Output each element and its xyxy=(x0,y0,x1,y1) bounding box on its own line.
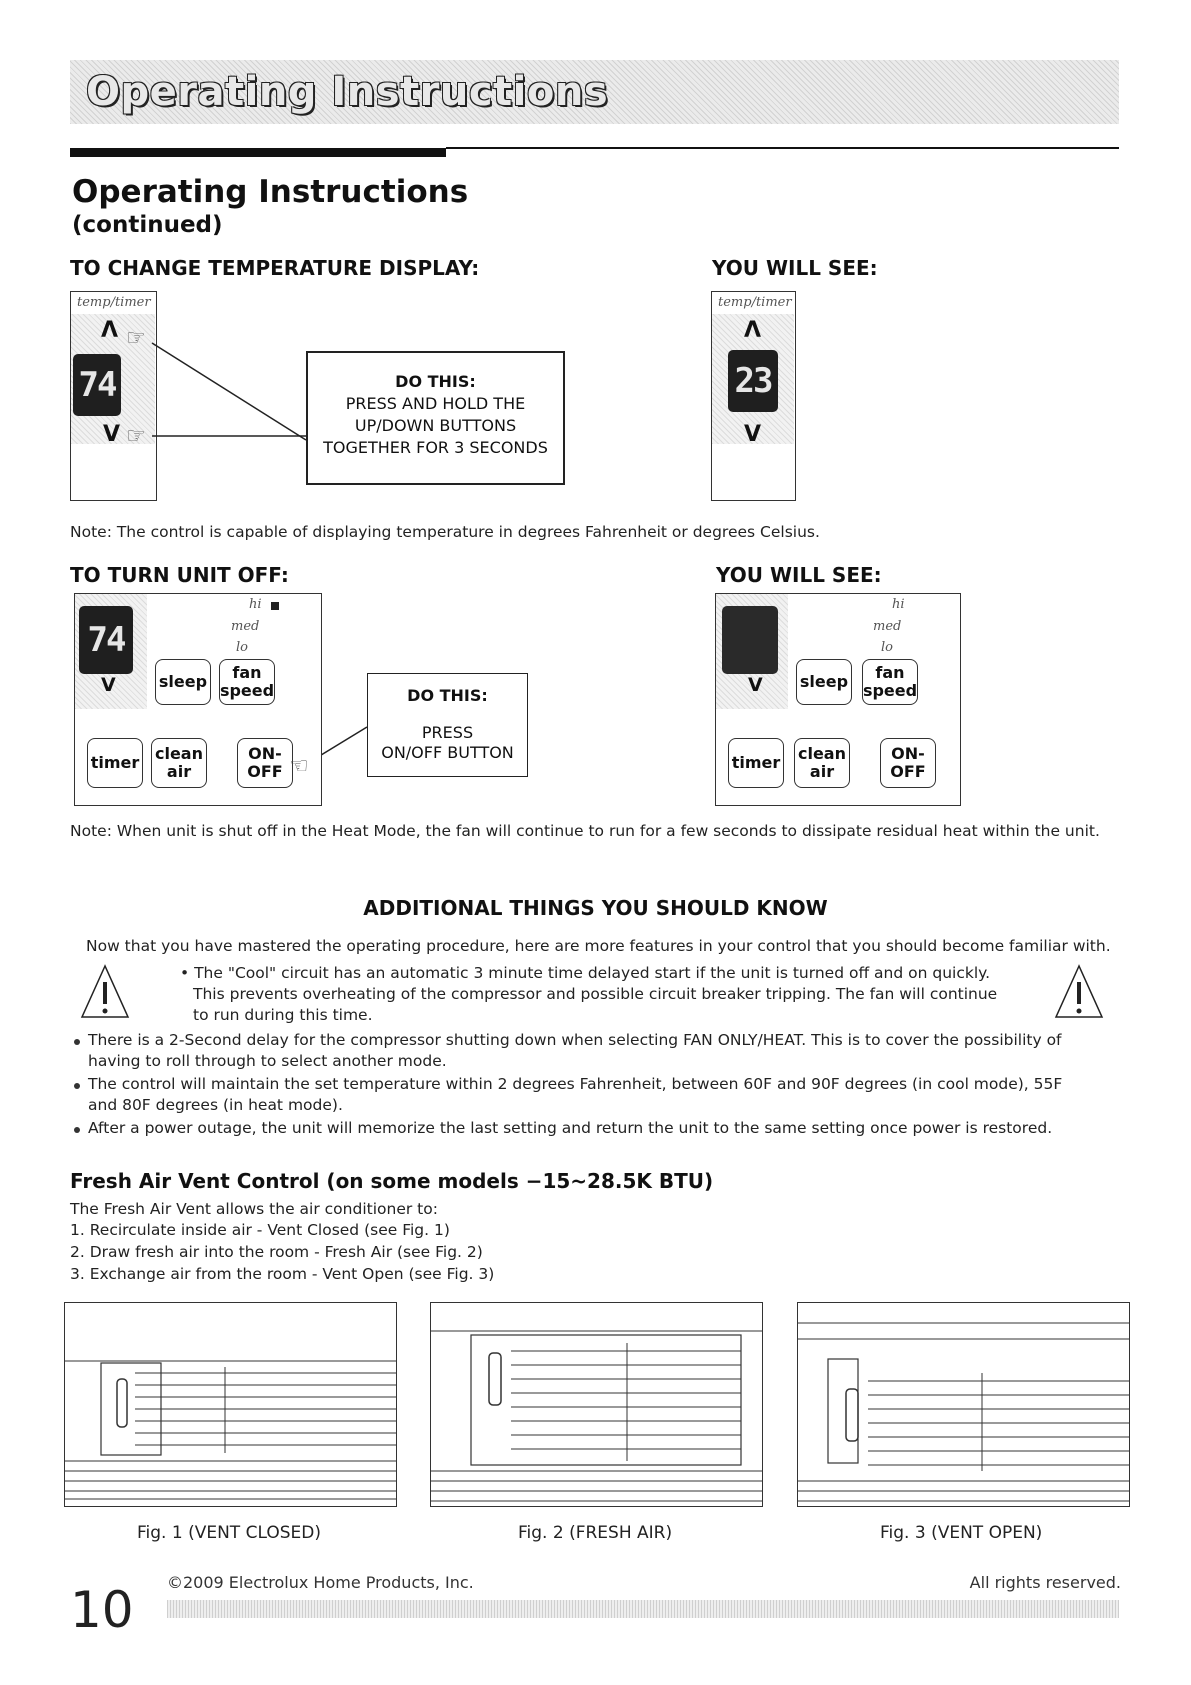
additional-intro: Now that you have mastered the operating procedure, here are more features in your control that you should become familiar with. xyxy=(86,937,1111,955)
fresh-air-illustration xyxy=(431,1303,763,1507)
speed-lo-label: lo xyxy=(236,640,248,655)
clean-air-button[interactable]: clean air xyxy=(151,738,207,788)
warning-line: This prevents overheating of the compressor and possible circuit breaker tripping. The fan will continue xyxy=(193,985,998,1003)
rights-text: All rights reserved. xyxy=(969,1573,1121,1592)
off-panel-after xyxy=(715,593,961,806)
page-number: 10 xyxy=(70,1581,134,1639)
copyright-text: ©2009 Electrolux Home Products, Inc. xyxy=(167,1573,474,1592)
up-button[interactable]: Λ xyxy=(744,318,762,343)
vent-open-illustration xyxy=(798,1303,1130,1507)
list-item: 3. Exchange air from the room - Vent Open (see Fig. 3) xyxy=(70,1265,495,1283)
figure-caption: Fig. 1 (VENT CLOSED) xyxy=(137,1523,321,1543)
figure-caption: Fig. 3 (VENT OPEN) xyxy=(880,1523,1043,1543)
list-item: 1. Recirculate inside air - Vent Closed (see Fig. 1) xyxy=(70,1221,450,1239)
temp-note: Note: The control is capable of displaying temperature in degrees Fahrenheit or degrees Celsius. xyxy=(70,523,820,541)
figure-fresh-air xyxy=(430,1302,763,1507)
bullet-icon xyxy=(74,1083,80,1089)
temp-see-heading: YOU WILL SEE: xyxy=(712,256,878,280)
warning-icon xyxy=(82,966,128,1017)
bullet-icon xyxy=(74,1039,80,1045)
down-button[interactable]: V xyxy=(744,422,762,447)
off-heading: TO TURN UNIT OFF: xyxy=(70,563,289,587)
warning-icon xyxy=(1056,966,1102,1017)
temp-display: 74 xyxy=(73,354,121,416)
callout-line: UP/DOWN BUTTONS xyxy=(354,416,517,435)
callout-line: TOGETHER FOR 3 SECONDS xyxy=(323,438,548,457)
fan-speed-button[interactable]: fan speed xyxy=(219,659,275,705)
speed-lo-label: lo xyxy=(881,640,893,655)
bullet-icon xyxy=(74,1127,80,1133)
temp-panel-after xyxy=(711,291,796,501)
temp-timer-label: temp/timer xyxy=(718,295,792,310)
bullet-line: After a power outage, the unit will memorize the last setting and return the unit to the same setting once power is restored. xyxy=(88,1119,1053,1137)
temp-heading: TO CHANGE TEMPERATURE DISPLAY: xyxy=(70,256,480,280)
fan-speed-button[interactable]: fan speed xyxy=(862,659,918,705)
pointing-hand-icon: ☞ xyxy=(126,326,146,351)
warning-line: to run during this time. xyxy=(193,1006,373,1024)
timer-button[interactable]: timer xyxy=(87,738,143,788)
bullet-line: having to roll through to select another mode. xyxy=(88,1052,447,1070)
bullet-line: and 80F degrees (in heat mode). xyxy=(88,1096,343,1114)
additional-heading: ADDITIONAL THINGS YOU SHOULD KNOW xyxy=(363,896,828,920)
temp-display: 74 xyxy=(79,606,133,674)
callout-line: PRESS xyxy=(421,723,474,742)
off-see-heading: YOU WILL SEE: xyxy=(716,563,882,587)
callout-line: ON/OFF BUTTON xyxy=(381,743,514,762)
speed-med-label: med xyxy=(231,619,260,634)
fresh-air-heading: Fresh Air Vent Control (on some models −15~28.5K BTU) xyxy=(70,1169,714,1193)
sleep-button[interactable]: sleep xyxy=(796,659,852,705)
figure-vent-closed xyxy=(64,1302,397,1507)
vent-closed-illustration xyxy=(65,1303,397,1507)
page-title: Operating Instructions xyxy=(72,174,469,210)
page-subtitle: (continued) xyxy=(72,212,223,238)
up-button[interactable]: Λ xyxy=(101,318,119,343)
fresh-air-intro: The Fresh Air Vent allows the air conditioner to: xyxy=(70,1200,438,1218)
warning-line: • The "Cool" circuit has an automatic 3 minute time delayed start if the unit is turned off and on quickly. xyxy=(180,964,991,982)
temp-display: 23 xyxy=(728,350,778,412)
off-callout xyxy=(367,673,528,777)
figure-caption: Fig. 2 (FRESH AIR) xyxy=(518,1523,673,1543)
callout-title: DO THIS: xyxy=(395,372,476,391)
speed-med-label: med xyxy=(873,619,902,634)
on-off-button[interactable]: ON- OFF xyxy=(880,738,936,788)
down-button[interactable]: V xyxy=(748,674,763,696)
callout-line: PRESS AND HOLD THE xyxy=(345,394,526,413)
temp-timer-label: temp/timer xyxy=(77,295,151,310)
sleep-button[interactable]: sleep xyxy=(155,659,211,705)
footer-bar xyxy=(167,1600,1119,1618)
clean-air-button[interactable]: clean air xyxy=(794,738,850,788)
list-item: 2. Draw fresh air into the room - Fresh Air (see Fig. 2) xyxy=(70,1243,483,1261)
temp-callout xyxy=(306,351,565,485)
off-note: Note: When unit is shut off in the Heat Mode, the fan will continue to run for a few seconds to dissipate residual heat within the unit. xyxy=(70,822,1100,840)
down-button[interactable]: V xyxy=(101,674,116,696)
off-panel-before xyxy=(74,593,322,806)
bullet-line: There is a 2-Second delay for the compressor shutting down when selecting FAN ONLY/HEAT. This is to cover the possibility of xyxy=(88,1031,1062,1049)
down-button[interactable]: V xyxy=(103,422,121,447)
timer-button[interactable]: timer xyxy=(728,738,784,788)
speed-hi-label: hi xyxy=(249,597,262,612)
bullet-line: The control will maintain the set temperature within 2 degrees Fahrenheit, between 60F and 90F degrees (in cool mode), 55F xyxy=(88,1075,1063,1093)
speed-hi-label: hi xyxy=(892,597,905,612)
blank-display xyxy=(722,606,778,674)
on-off-button[interactable]: ON- OFF xyxy=(237,738,293,788)
pointing-hand-icon: ☜ xyxy=(289,754,309,779)
pointing-hand-icon: ☞ xyxy=(126,424,146,449)
speed-indicator-icon xyxy=(271,602,279,610)
banner-title: Operating Instructions xyxy=(86,69,609,115)
figure-vent-open xyxy=(797,1302,1130,1507)
callout-title: DO THIS: xyxy=(407,686,488,705)
